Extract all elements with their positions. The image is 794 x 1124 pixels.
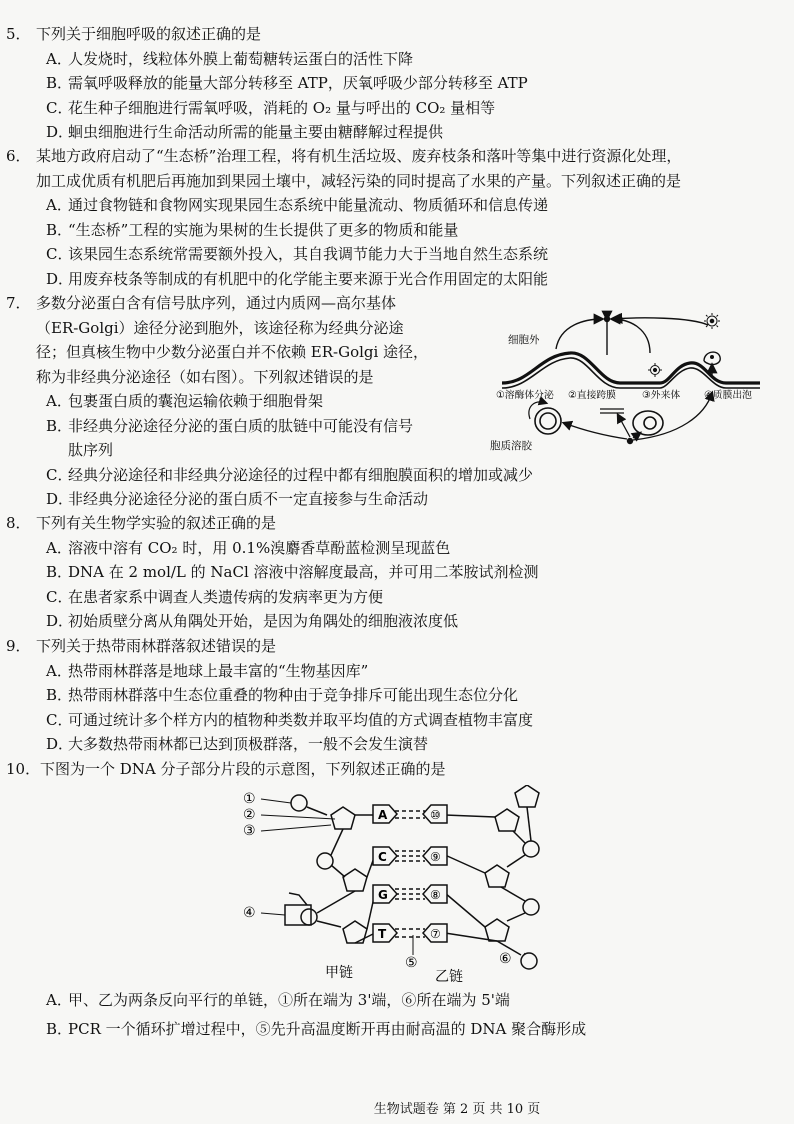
question-7-option-a: A．包裹蛋白质的囊泡运输依赖于细胞骨架 xyxy=(46,392,324,410)
question-6-option-b: B．“生态桥”工程的实施为果树的生长提供了更多的物质和能量 xyxy=(46,220,459,239)
question-10-option-a: A．甲、乙为两条反向平行的单链，①所在端为 3'端，⑥所在端为 5'端 xyxy=(46,991,510,1009)
marker-4: ④ xyxy=(243,905,256,921)
question-7-stem-cont-3: 称为非经典分泌途径（如右图）。下列叙述错误的是 xyxy=(36,367,374,386)
base-A: A xyxy=(378,808,388,822)
sugar-right-top xyxy=(515,785,539,807)
question-10-options xyxy=(6,986,776,1044)
question-7-stem-cont-1: （ER-Golgi）途径分泌到胞外，该途径称为经典分泌途 xyxy=(36,318,404,337)
page-footer: 生物试题卷 第 2 页 共 10 页 xyxy=(373,1102,541,1117)
secretion-pathway-figure xyxy=(490,305,780,455)
sugar-right-3 xyxy=(485,919,509,941)
question-9-stem: 9． 下列关于热带雨林群落叙述错误的是 xyxy=(6,637,277,655)
question-9-option-a: A．热带雨林群落是地球上最丰富的“生物基因库” xyxy=(46,661,369,680)
label-inside: 胞质溶胶 xyxy=(490,440,532,452)
pathway-2-label: ②直接跨膜 xyxy=(568,390,616,401)
sugar-left-3 xyxy=(343,921,367,943)
sugar-right-2 xyxy=(485,865,509,887)
question-9-option-c: C．可通过统计多个样方内的植物种类数并取平均值的方式调查植物丰富度 xyxy=(46,710,534,729)
question-6-option-a: A．通过食物链和食物网实现果园生态系统中能量流动、物质循环和信息传递 xyxy=(46,196,549,214)
sugar-left-2 xyxy=(343,869,367,891)
cytosolic-protein-dot xyxy=(627,438,633,444)
question-8-option-a: A．溶液中溶有 CO₂ 时，用 0.1%溴麝香草酚蓝检测呈现蓝色 xyxy=(46,538,451,557)
base-10: ⑩ xyxy=(430,808,441,822)
question-5-option-a: A．人发烧时，线粒体外膜上葡萄糖转运蛋白的活性下降 xyxy=(46,49,414,68)
question-5-option-b: B．需氧呼吸释放的能量大部分转移至 ATP，厌氧呼吸少部分转移至 ATP xyxy=(46,74,528,92)
base-8: ⑧ xyxy=(430,888,441,902)
base-7: ⑦ xyxy=(430,927,441,941)
nucleotide-4-box xyxy=(285,905,311,925)
question-10-stem: 10．下图为一个 DNA 分子部分片段的示意图，下列叙述正确的是 xyxy=(6,760,446,778)
marker-6: ⑥ xyxy=(499,951,512,967)
question-8-stem: 8． 下列有关生物学实验的叙述正确的是 xyxy=(6,514,277,532)
question-5-option-c: C．花生种子细胞进行需氧呼吸，消耗的 O₂ 量与呼出的 CO₂ 量相等 xyxy=(46,98,496,117)
base-T: T xyxy=(378,927,387,941)
question-5-option-d: D．蛔虫细胞进行生命活动所需的能量主要由糖酵解过程提供 xyxy=(46,123,444,141)
question-6-stem: 6． 某地方政府启动了“生态桥”治理工程，将有机生活垃圾、废弃枝条和落叶等集中进行资源化处理， xyxy=(6,147,682,165)
question-8-option-d: D．初始质壁分离从角隅处开始，是因为角隅处的细胞液浓度低 xyxy=(46,612,459,630)
sugar-right-1 xyxy=(495,809,519,831)
cell-membrane xyxy=(502,353,760,383)
question-6-option-d: D．用废弃枝条等制成的有机肥中的化学能主要来源于光合作用固定的太阳能 xyxy=(46,269,549,288)
question-8 xyxy=(6,511,776,634)
marker-5: ⑤ xyxy=(405,955,418,971)
question-7-stem-cont-2: 径；但真核生物中少数分泌蛋白并不依赖 ER-Golgi 途径， xyxy=(36,343,429,361)
pathway-4-label: ④质膜出泡 xyxy=(704,390,752,401)
question-8-option-b: B．DNA 在 2 mol/L 的 NaCl 溶液中溶解度最高，并可用二苯胺试剂检测 xyxy=(46,563,539,581)
question-7-option-c: C．经典分泌途径和非经典分泌途径的过程中都有细胞膜面积的增加或减少 xyxy=(46,465,534,484)
question-6 xyxy=(6,144,776,291)
question-7-option-b: B．非经典分泌途径分泌的蛋白质的肽链中可能没有信号 xyxy=(46,416,414,435)
question-5-stem: 5． 下列关于细胞呼吸的叙述正确的是 xyxy=(6,25,262,43)
question-9-option-d: D．大多数热带雨林都已达到顶极群落，一般不会发生演替 xyxy=(46,735,429,753)
dna-fragment-figure xyxy=(235,785,565,985)
question-7-stem: 7． 多数分泌蛋白含有信号肽序列，通过内质网—高尔基体 xyxy=(6,294,397,312)
pathway-3-label: ③外来体 xyxy=(642,390,681,401)
question-10-option-b: B．PCR 一个循环扩增过程中，⑤先升高温度断开再由耐高温的 DNA 聚合酶形成 xyxy=(46,1020,587,1038)
question-9 xyxy=(6,634,776,757)
pathway-1-label: ①溶酶体分泌 xyxy=(496,390,554,401)
question-9-option-b: B．热带雨林群落中生态位重叠的物种由于竞争排斥可能出现生态位分化 xyxy=(46,686,519,704)
question-7-option-d: D．非经典分泌途径分泌的蛋白质不一定直接参与生命活动 xyxy=(46,490,429,508)
question-6-option-c: C．该果园生态系统常需要额外投入，其自我调节能力大于当地自然生态系统 xyxy=(46,245,549,263)
label-outside: 细胞外 xyxy=(508,334,540,346)
question-8-option-c: C．在患者家系中调查人类遗传病的发病率更为方便 xyxy=(46,587,384,606)
question-7-option-b-cont: 肽序列 xyxy=(68,441,114,459)
strand-b-label: 乙链 xyxy=(435,969,463,985)
question-5 xyxy=(6,22,776,145)
multivesicular-body xyxy=(633,411,663,435)
marker-3: ③ xyxy=(243,823,256,839)
base-C: C xyxy=(378,850,387,864)
base-G: G xyxy=(378,888,388,902)
marker-1: ① xyxy=(243,791,256,807)
exosome-vesicle-mid xyxy=(648,363,662,377)
exosome-vesicle-top xyxy=(704,313,720,329)
base-9: ⑨ xyxy=(430,850,441,864)
marker-2: ② xyxy=(243,807,256,823)
question-10 xyxy=(6,757,776,782)
lysosome xyxy=(535,408,561,434)
sugar-left-1 xyxy=(331,807,355,829)
question-6-stem-cont: 加工成优质有机肥后再施加到果园土壤中，减轻污染的同时提高了水果的产量。下列叙述正确的是 xyxy=(36,171,682,190)
strand-a-label: 甲链 xyxy=(325,965,353,981)
